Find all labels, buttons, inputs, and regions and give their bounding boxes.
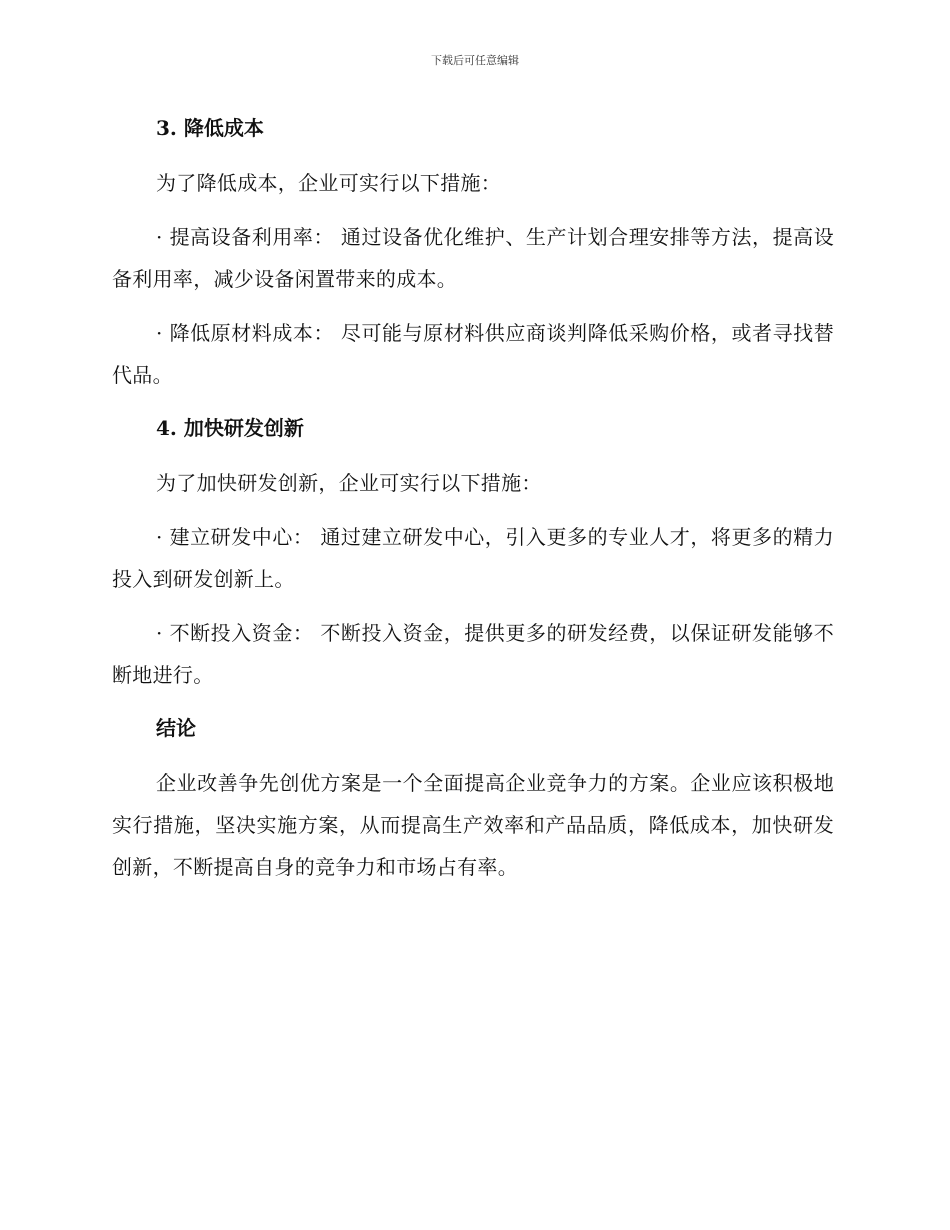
- section-heading-reduce-cost: 3. 降低成本: [156, 116, 264, 140]
- paragraph-conclusion: 企业改善争先创优方案是一个全面提高企业竞争力的方案。企业应该积极地实行措施，坚决实施方案，从而提高生产效率和产品品质，降低成本，加快研发创新，不断提高自身的竞争力和市场占有率。: [112, 771, 834, 879]
- paragraph-bullet: · 不断投入资金： 不断投入资金，提供更多的研发经费，以保证研发能够不断地进行。: [112, 621, 834, 687]
- paragraph-intro: 为了降低成本，企业可实行以下措施：: [156, 171, 502, 195]
- section-heading-rnd-innovation: 4. 加快研发创新: [156, 416, 304, 440]
- paragraph-bullet: · 提高设备利用率： 通过设备优化维护、生产计划合理安排等方法，提高设备利用率，减少设备闲置带来的成本。: [112, 225, 834, 291]
- page-header-note: 下载后可任意编辑: [431, 54, 519, 67]
- paragraph-intro: 为了加快研发创新，企业可实行以下措施：: [156, 471, 542, 495]
- section-heading-conclusion: 结论: [156, 716, 196, 740]
- paragraph-bullet: · 降低原材料成本： 尽可能与原材料供应商谈判降低采购价格，或者寻找替代品。: [112, 321, 834, 387]
- document-body: [112, 108, 834, 900]
- paragraph-bullet: · 建立研发中心： 通过建立研发中心，引入更多的专业人才，将更多的精力投入到研发创新上。: [112, 525, 834, 591]
